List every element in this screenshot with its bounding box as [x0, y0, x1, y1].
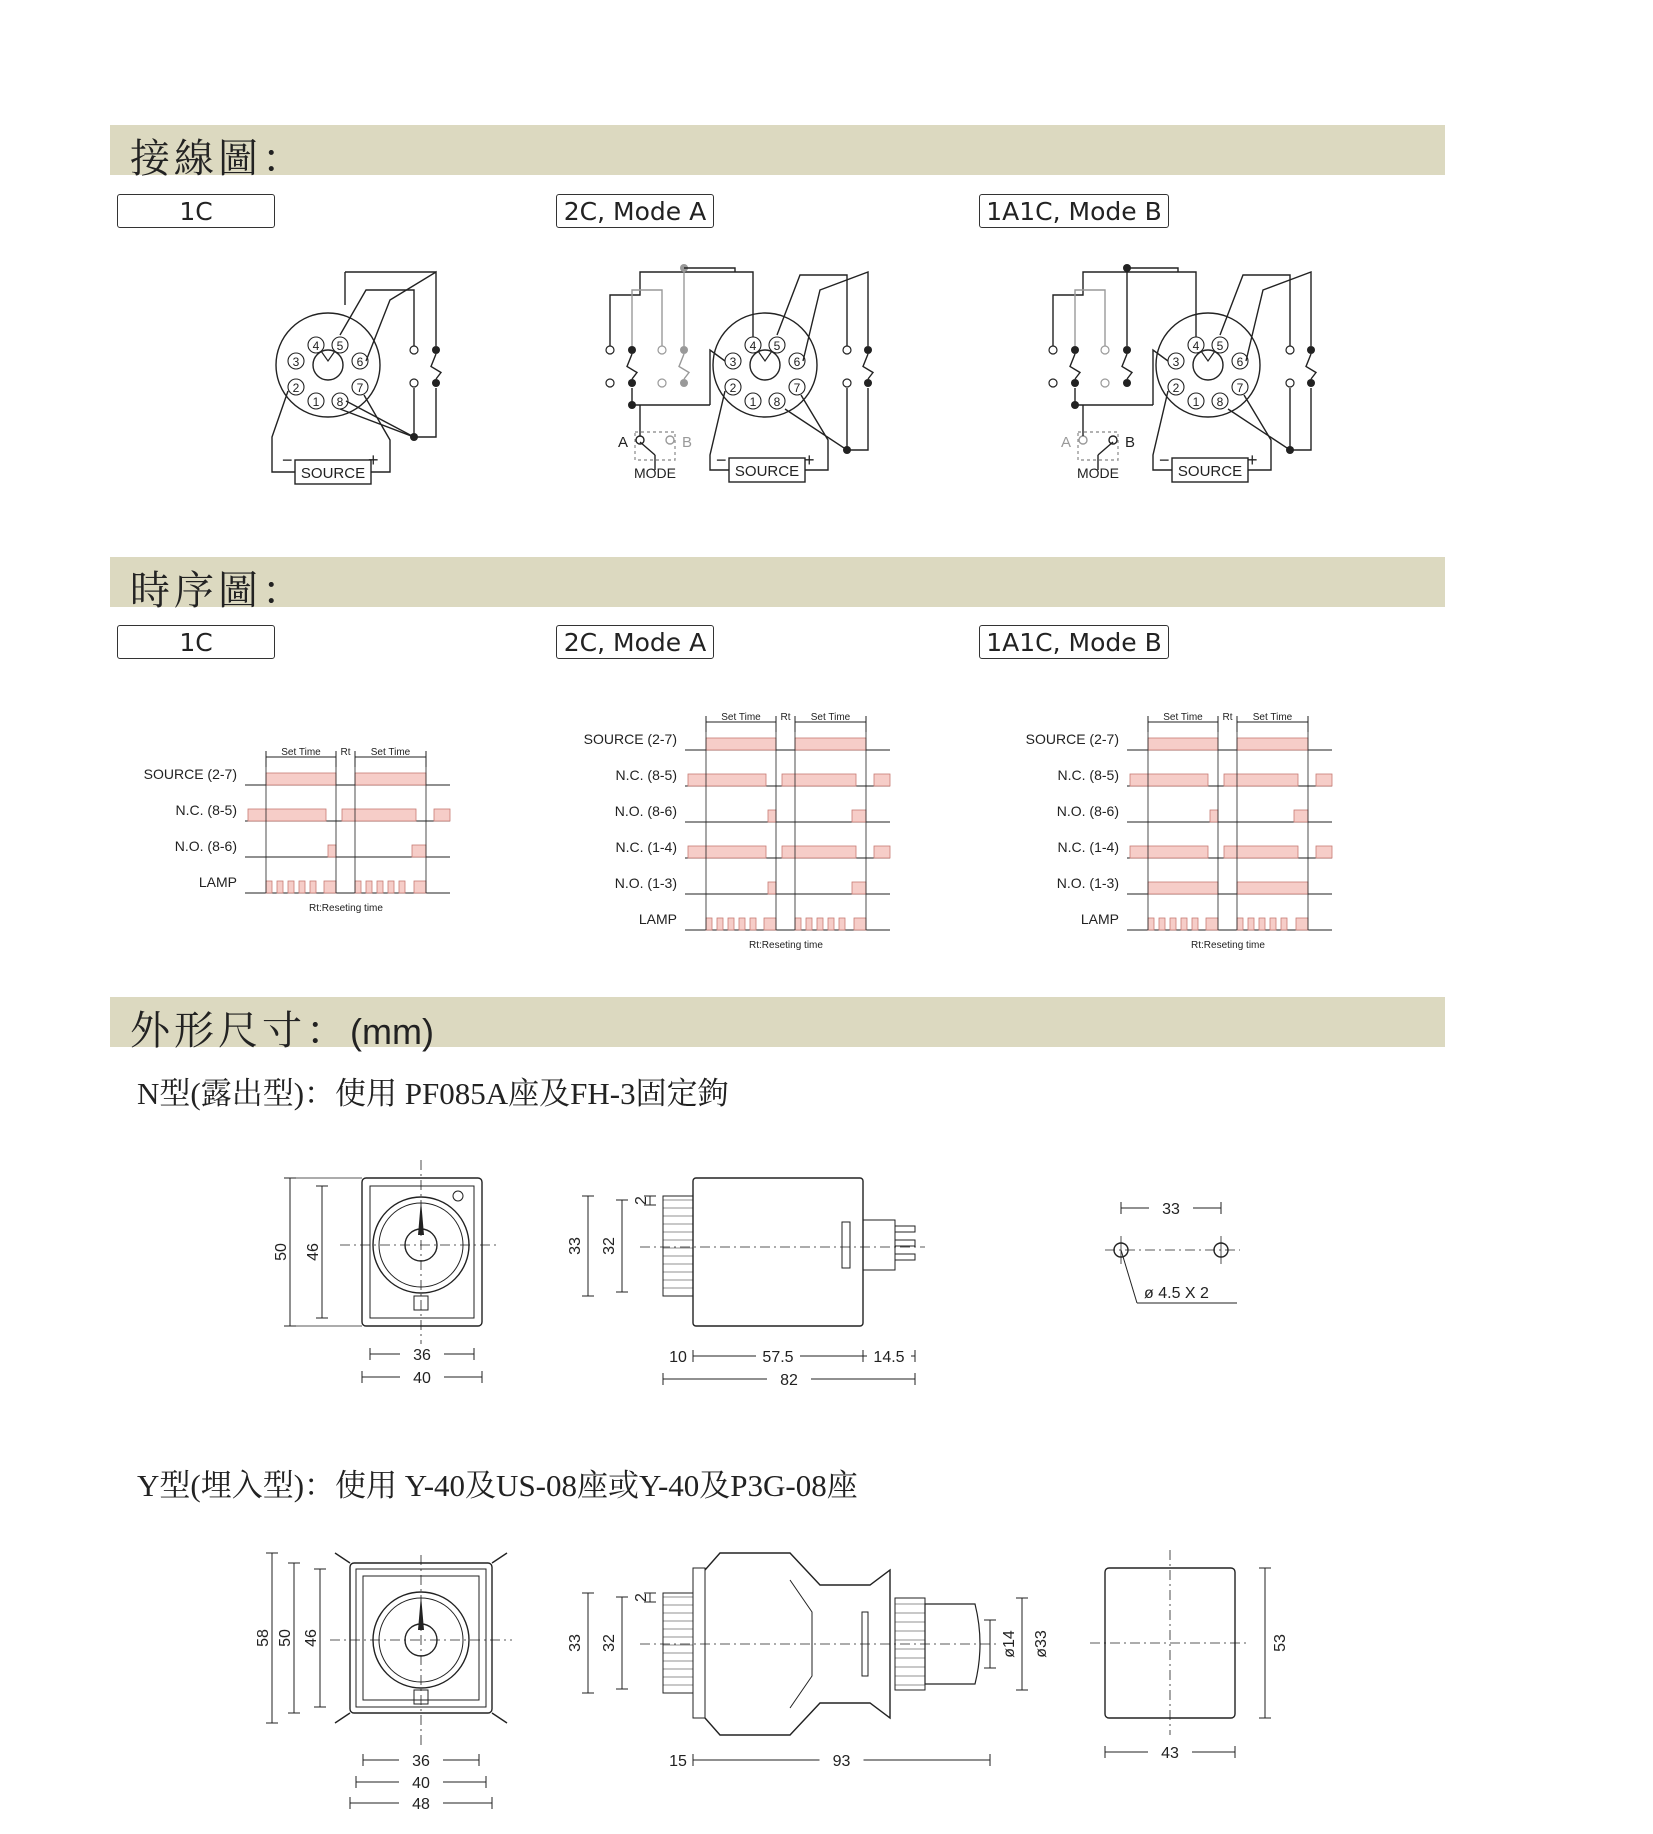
- timing-row-label: N.O. (8-6): [1056, 803, 1119, 819]
- y-type-front-view: [255, 1553, 512, 1813]
- reset-short-label: Rt: [1222, 712, 1233, 723]
- mode-label: MODE: [634, 465, 676, 481]
- hole-note: ø 4.5 X 2: [1144, 1285, 1209, 1302]
- timing-row-label: LAMP: [1080, 911, 1119, 927]
- socket: [713, 313, 817, 417]
- n-type-subtitle: N型(露出型)：使用 PF085A座及FH-3固定鉤: [137, 1076, 729, 1111]
- socket: [276, 313, 380, 417]
- tag-1c-timing: 1C: [117, 625, 275, 659]
- dim-label: 82: [780, 1372, 798, 1389]
- timing-diagrams: [144, 712, 1332, 951]
- pin-label: 4: [1192, 339, 1200, 353]
- y-type-side-view: [567, 1553, 1050, 1770]
- dim-label: 32: [601, 1634, 618, 1652]
- dim-label: ø14: [1001, 1630, 1018, 1658]
- dim-label: 46: [305, 1243, 322, 1261]
- tag-2c-timing: 2C, Mode A: [556, 625, 714, 659]
- source-label: SOURCE: [300, 465, 366, 482]
- pin-label: 1: [749, 395, 757, 409]
- pin-label: 8: [336, 395, 344, 409]
- dim-label: 57.5: [762, 1349, 794, 1366]
- contact-pair: [1101, 346, 1109, 387]
- pin-label: 2: [292, 381, 300, 395]
- pin-label: 2: [1172, 381, 1180, 395]
- pin-label: 1: [312, 395, 320, 409]
- tag-1a1c-wiring: 1A1C, Mode B: [979, 194, 1169, 228]
- timing-row-label: N.C. (8-5): [175, 802, 237, 818]
- dim-label: 36: [413, 1347, 431, 1364]
- reset-note: Rt:Reseting time: [1191, 940, 1265, 951]
- dim-label: 2: [633, 1593, 650, 1602]
- tag-1a1c-timing: 1A1C, Mode B: [979, 625, 1169, 659]
- pin-label: 6: [1236, 355, 1244, 369]
- dim-label: 14.5: [873, 1349, 905, 1366]
- timing-1a1c-mode-b: [1026, 712, 1332, 951]
- set-time-label: Set Time: [1163, 712, 1203, 723]
- dim-label: 36: [412, 1753, 430, 1770]
- dim-label: 33: [567, 1634, 584, 1652]
- pin-label: 4: [312, 339, 320, 353]
- set-time-label: Set Time: [370, 747, 411, 758]
- timing-row-label: N.C. (8-5): [615, 767, 677, 783]
- tag-2c-wiring: 2C, Mode A: [556, 194, 714, 228]
- dim-label: ø33: [1033, 1630, 1050, 1658]
- pin-label: 5: [336, 339, 344, 353]
- mode-label: MODE: [1077, 465, 1119, 481]
- dims-unit: (mm): [350, 1011, 434, 1052]
- contact-pair: [1049, 346, 1057, 387]
- wiring-section-title: 接線圖：: [130, 136, 306, 182]
- plus-sign: +: [368, 450, 379, 470]
- timing-row-label: N.O. (1-3): [1056, 875, 1119, 891]
- reset-note: Rt:Reseting time: [309, 903, 383, 914]
- dim-label: 48: [412, 1796, 430, 1813]
- pin-label: 5: [1216, 339, 1224, 353]
- dimension-drawings: [255, 1160, 1289, 1813]
- n-type-mounting-holes: [1105, 1198, 1240, 1303]
- dim-label: 33: [1162, 1201, 1180, 1218]
- dim-label: 15: [669, 1753, 687, 1770]
- contact-pair: [410, 346, 418, 387]
- pin-label: 6: [793, 355, 801, 369]
- timing-row-label: N.O. (8-6): [614, 803, 677, 819]
- relay-switch: [627, 346, 637, 387]
- wiring-2c-mode-a: [606, 264, 873, 482]
- wiring-diagrams: [272, 264, 1316, 484]
- dim-label: 10: [669, 1349, 687, 1366]
- pin-label: 7: [793, 381, 801, 395]
- pin-label: 3: [1172, 355, 1180, 369]
- source-box: [1172, 458, 1248, 482]
- mode-b-label: B: [682, 434, 693, 451]
- timing-row-label: SOURCE (2-7): [1025, 731, 1119, 747]
- relay-switch: [431, 346, 441, 387]
- timing-row-label: LAMP: [638, 911, 677, 927]
- timing-row-label: N.C. (1-4): [1057, 839, 1119, 855]
- dim-label: 32: [601, 1237, 618, 1255]
- reset-note: Rt:Reseting time: [749, 940, 823, 951]
- dim-label: 2: [633, 1196, 650, 1205]
- dim-label: 53: [1272, 1634, 1289, 1652]
- timing-row-label: N.C. (1-4): [615, 839, 677, 855]
- set-time-label: Set Time: [281, 747, 321, 758]
- relay-switch: [1306, 346, 1316, 387]
- wiring-1a1c-mode-b: [1049, 264, 1316, 482]
- pin-label: 6: [356, 355, 364, 369]
- tag-1c-wiring: 1C: [117, 194, 275, 228]
- y-type-subtitle: Y型(埋入型)：使用 Y-40及US-08座或Y-40及P3G-08座: [137, 1468, 858, 1503]
- timing-row-label: LAMP: [198, 874, 237, 890]
- dim-label: 40: [413, 1370, 431, 1387]
- dim-label: 40: [412, 1775, 430, 1792]
- minus-sign: −: [282, 450, 293, 470]
- contact-pair: [843, 346, 851, 387]
- minus-sign: −: [716, 450, 727, 470]
- dim-label: 43: [1161, 1745, 1179, 1762]
- timing-row-label: SOURCE (2-7): [583, 731, 677, 747]
- source-label: SOURCE: [1177, 463, 1243, 480]
- relay-switch: [1122, 346, 1132, 387]
- dims-section-title: 外形尺寸：(mm): [130, 1008, 434, 1054]
- timing-row-label: N.O. (8-6): [174, 838, 237, 854]
- pin-label: 8: [773, 395, 781, 409]
- timing-row-label: SOURCE (2-7): [143, 766, 237, 782]
- plus-sign: +: [804, 450, 815, 470]
- y-type-panel-cutout: [1090, 1550, 1289, 1762]
- pin-label: 5: [773, 339, 781, 353]
- pin-label: 7: [1236, 381, 1244, 395]
- mode-a-label: A: [1061, 434, 1072, 451]
- relay-switch: [863, 346, 873, 387]
- timing-2c-mode-a: [584, 712, 890, 951]
- relay-switch: [1070, 346, 1080, 387]
- plus-sign: +: [1247, 450, 1258, 470]
- set-time-label: Set Time: [721, 712, 761, 723]
- contact-pair: [658, 346, 666, 387]
- pin-label: 2: [729, 381, 737, 395]
- minus-sign: −: [1159, 450, 1170, 470]
- dim-label: 50: [273, 1243, 290, 1261]
- wiring-1c: [272, 272, 441, 484]
- n-type-side-view: [567, 1178, 925, 1389]
- pin-label: 1: [1192, 395, 1200, 409]
- dim-label: 46: [303, 1629, 320, 1647]
- set-time-label: Set Time: [810, 712, 851, 723]
- relay-switch: [679, 346, 689, 387]
- timing-row-label: N.C. (8-5): [1057, 767, 1119, 783]
- socket: [1156, 313, 1260, 417]
- timing-row-label: N.O. (1-3): [614, 875, 677, 891]
- pin-label: 4: [749, 339, 757, 353]
- timing-section-title: 時序圖：: [130, 568, 306, 614]
- source-label: SOURCE: [734, 463, 800, 480]
- source-box: [295, 460, 371, 484]
- mode-b-label: B: [1125, 434, 1136, 451]
- set-time-label: Set Time: [1252, 712, 1293, 723]
- dim-label: 58: [255, 1629, 272, 1647]
- reset-short-label: Rt: [780, 712, 791, 723]
- timing-1c: [144, 747, 450, 914]
- dim-label: 93: [832, 1753, 851, 1770]
- dim-label: 50: [277, 1629, 294, 1647]
- n-type-front-view: [273, 1160, 500, 1387]
- contact-pair: [606, 346, 614, 387]
- reset-short-label: Rt: [340, 747, 351, 758]
- source-box: [729, 458, 805, 482]
- pin-label: 8: [1216, 395, 1224, 409]
- pin-label: 7: [356, 381, 364, 395]
- contact-pair: [1286, 346, 1294, 387]
- pin-label: 3: [729, 355, 737, 369]
- dim-label: 33: [567, 1237, 584, 1255]
- pin-label: 3: [292, 355, 300, 369]
- mode-a-label: A: [618, 434, 629, 451]
